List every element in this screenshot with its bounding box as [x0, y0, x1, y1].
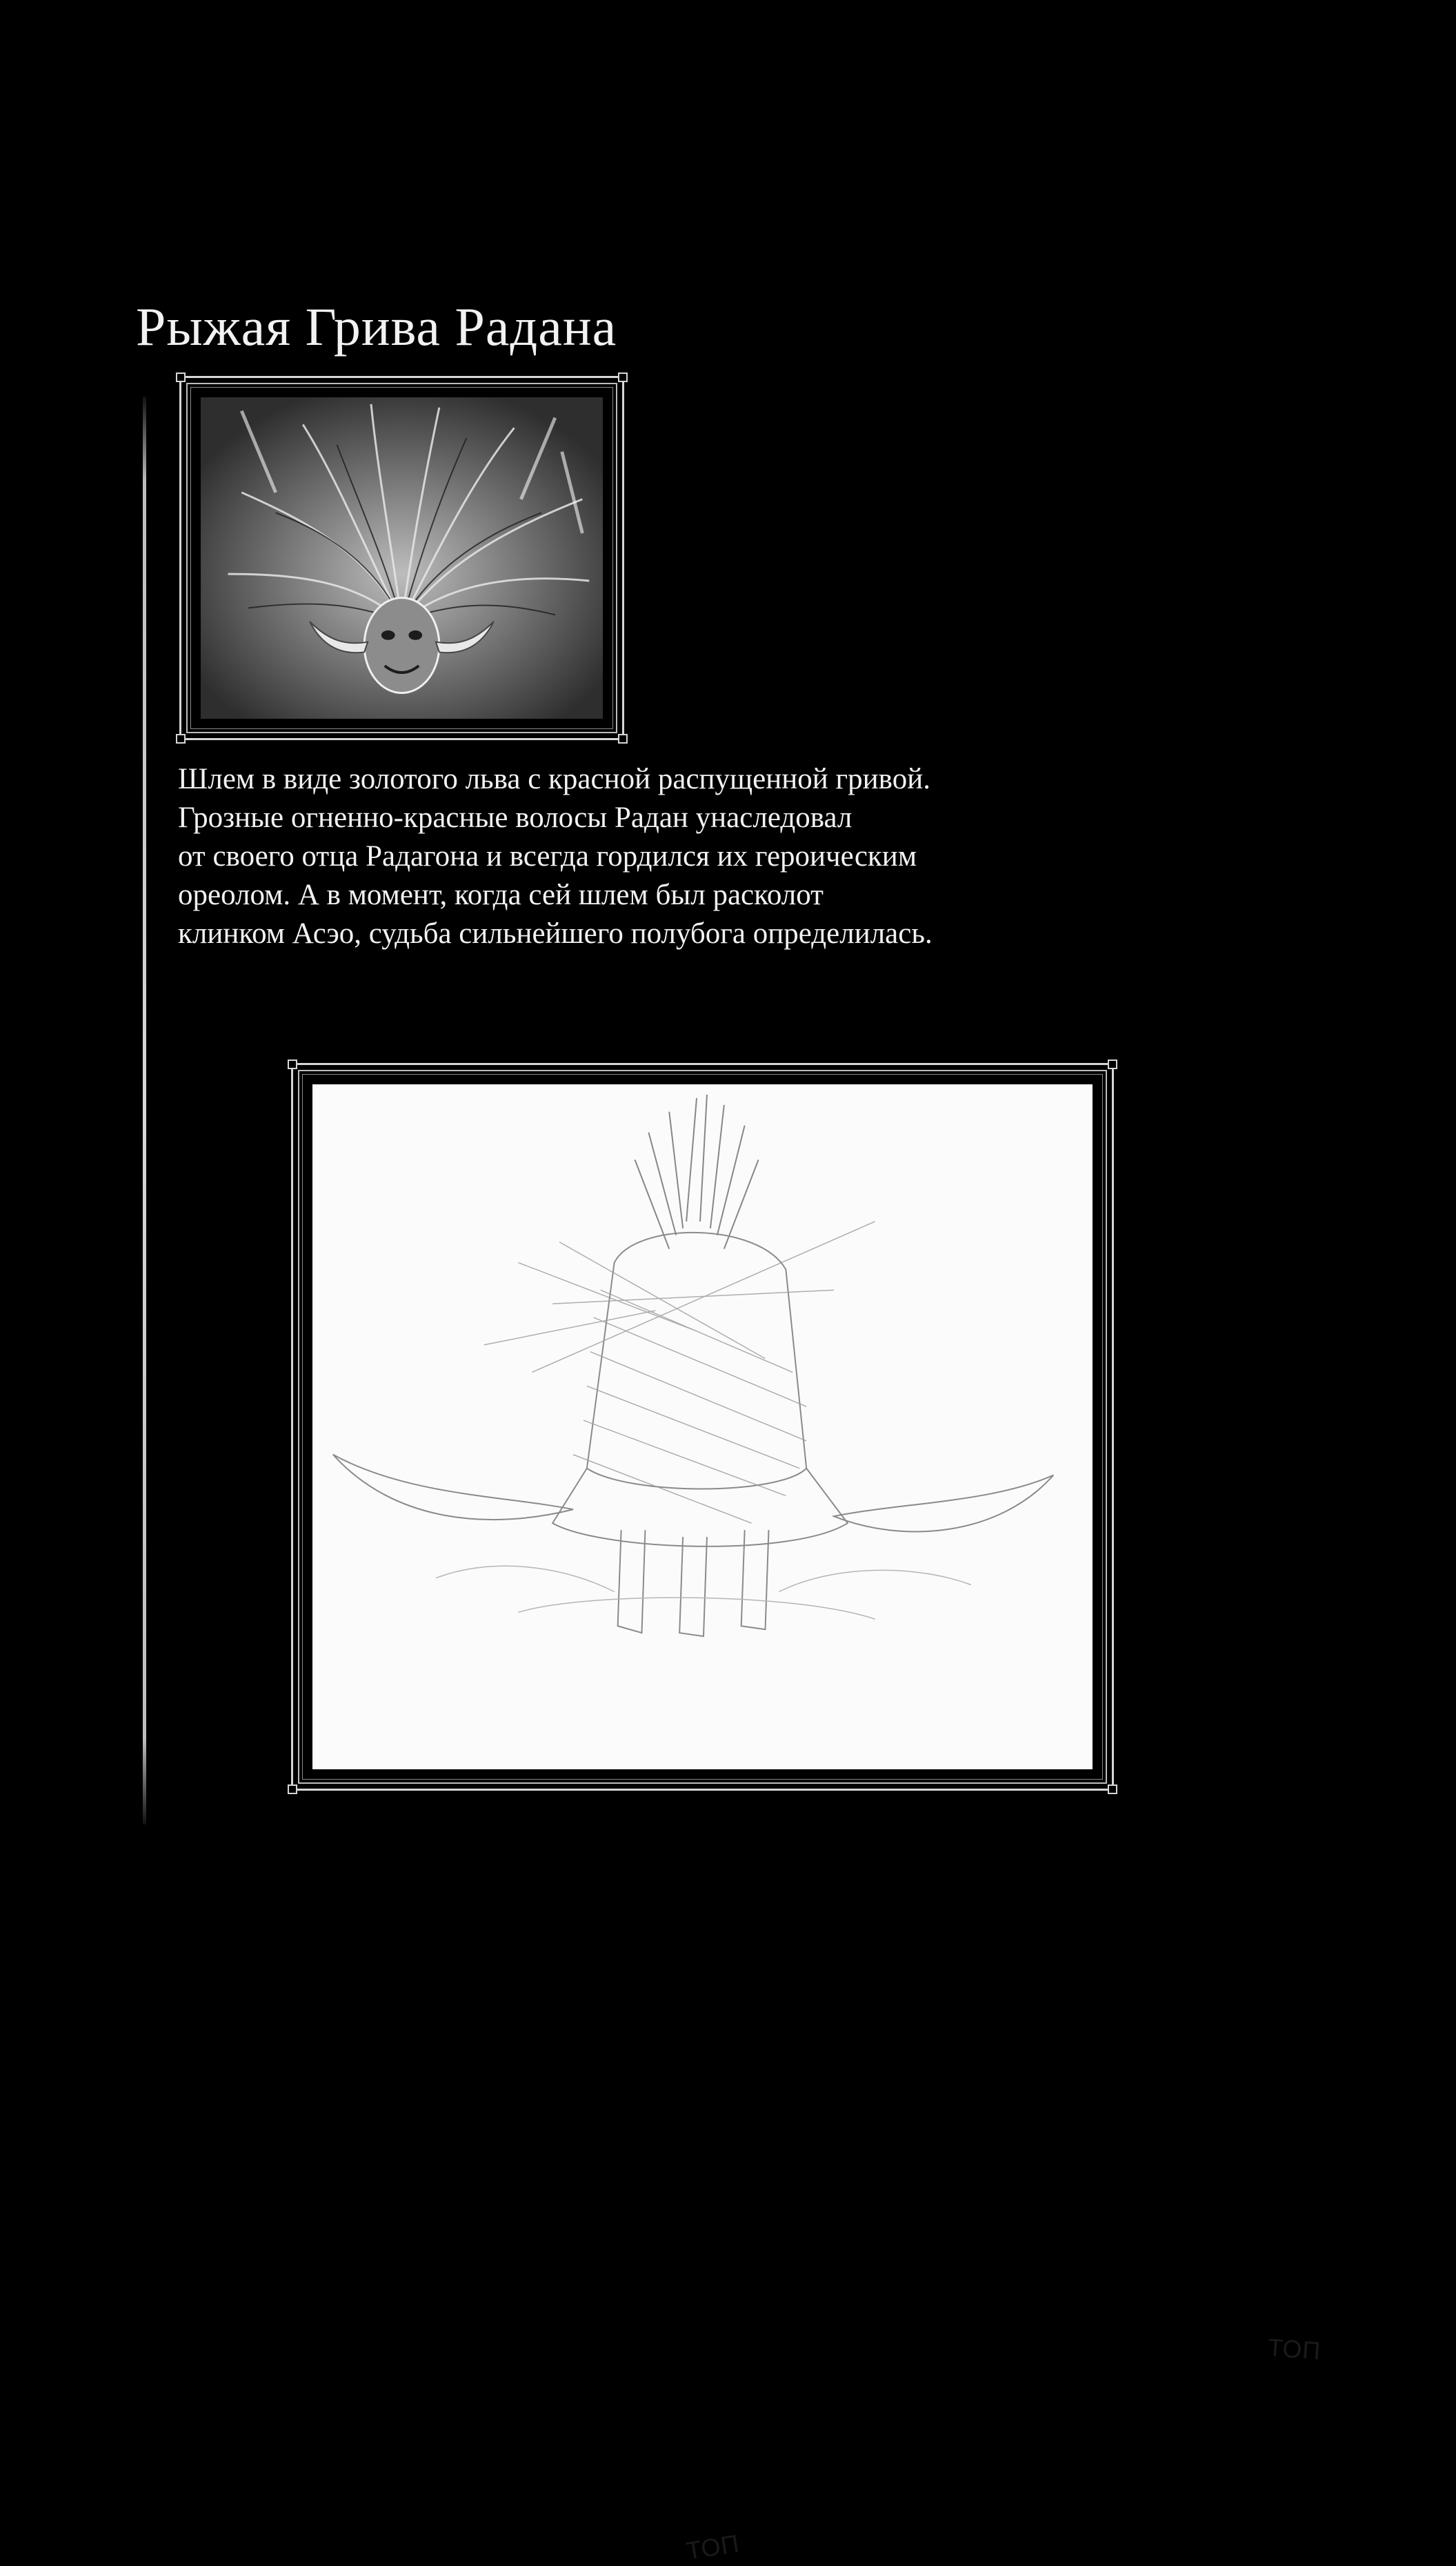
frame-corner-ornament: [618, 734, 628, 744]
frame-corner-ornament: [288, 1060, 297, 1069]
frame-corner-ornament: [1108, 1060, 1117, 1069]
frame-corner-ornament: [288, 1784, 297, 1794]
pencil-sketch-illustration: [312, 1084, 1093, 1769]
description-line: Грозные огненно-красные волосы Радан унаследовал: [178, 802, 852, 834]
bottom-sketch-frame: [291, 1063, 1322, 2565]
sketch-drawing: [312, 1084, 1093, 1769]
top-illustration-frame: [179, 376, 624, 740]
frame-corner-ornament: [176, 372, 186, 382]
description-line: ореолом. А в момент, когда сей шлем был расколот: [178, 879, 824, 911]
sound-effect-label: ТОП: [684, 2529, 741, 2565]
frame-corner-ornament: [176, 734, 186, 744]
frame-corner-ornament: [618, 372, 628, 382]
frame-corner-ornament: [1108, 1784, 1117, 1794]
lion-helmet-illustration: [201, 397, 603, 719]
description-line: от своего отца Радагона и всегда гордился их героическим: [178, 840, 917, 873]
lion-helmet-drawing: [201, 397, 603, 719]
description-text: [178, 760, 1213, 953]
description-line: клинком Асэо, судьба сильнейшего полубога определилась.: [178, 917, 933, 950]
page-title: Рыжая Грива Радана: [136, 297, 617, 357]
sound-effect-label: ТОП: [1266, 2333, 1322, 2365]
description-line: Шлем в виде золотого льва с красной распущенной гривой.: [178, 763, 930, 795]
side-rule-divider: [143, 397, 146, 1824]
